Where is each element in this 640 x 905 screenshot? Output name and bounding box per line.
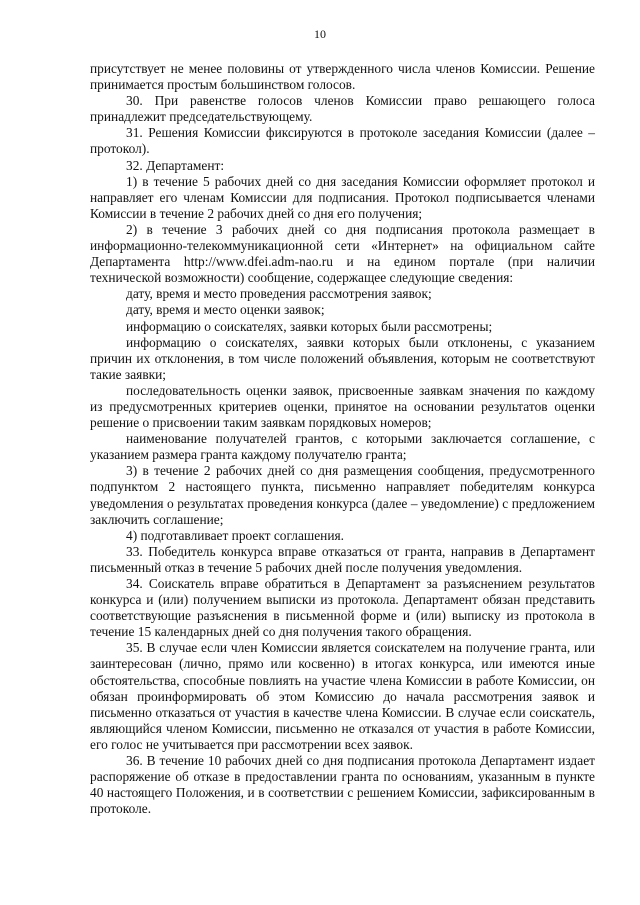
paragraph: информацию о соискателях, заявки которых были отклонены, с указанием причин их отклонения, в том числе положений объявления, которым не соответствуют такие заявки;: [90, 334, 595, 382]
paragraph: 31. Решения Комиссии фиксируются в протоколе заседания Комиссии (далее – протокол).: [90, 125, 595, 157]
page-number: 10: [314, 27, 326, 41]
paragraph: наименование получателей грантов, с которыми заключается соглашение, с указанием размера гранта каждому получателю гранта;: [90, 431, 595, 463]
paragraph: информацию о соискателях, заявки которых были рассмотрены;: [126, 318, 493, 334]
paragraph: 4) подготавливает проект соглашения.: [126, 527, 345, 543]
paragraph: 2) в течение 3 рабочих дней со дня подписания протокола размещает в информационно-телекоммуникационной сети «Интернет» на официальном сайте Департамента http://www.dfei.adm-nao.ru и на едином портале (при наличии технической возможности) сообщение, содержащее следующие сведения:: [90, 221, 595, 286]
paragraph: 34. Соискатель вправе обратиться в Департамент за разъяснением результатов конкурса и (или) получением выписки из протокола. Департамент обязан представить соответствующие разъяснения в письменной форме и (или) выписку из протокола в течение 15 календарных дней со дня получения такого обращения.: [90, 576, 595, 640]
paragraph: 30. При равенстве голосов членов Комиссии право решающего голоса принадлежит председательствующему.: [90, 93, 595, 125]
paragraph: 1) в течение 5 рабочих дней со дня заседания Комиссии оформляет протокол и направляет его членам Комиссии для подписания. Протокол подписывается членами Комиссии в течение 2 рабочих дней со дня его получения;: [90, 173, 595, 221]
paragraph: дату, время и место проведения рассмотрения заявок;: [126, 286, 432, 302]
paragraph: присутствует не менее половины от утвержденного числа членов Комиссии. Решение принимается простым большинством голосов.: [90, 61, 595, 93]
paragraph: 3) в течение 2 рабочих дней со дня размещения сообщения, предусмотренного подпунктом 2 настоящего пункта, письменно направляет победителям конкурса уведомления о результатах проведения конкурса (далее – уведомление) с предложением заключить соглашение;: [90, 463, 595, 527]
paragraph: последовательность оценки заявок, присвоенные заявкам значения по каждому из предусмотренных критериев оценки, принятое на основании результатов оценки решение о присвоении таким заявкам порядковых номеров;: [90, 382, 595, 431]
paragraph: дату, время и место оценки заявок;: [126, 302, 325, 318]
paragraph: 35. В случае если член Комиссии является соискателем на получение гранта, или заинтересован (лично, прямо или косвенно) в итогах конкурса, или имеются иные обстоятельства, способные повлиять на участие члена Комиссии в работе Комиссии, он обязан проинформировать об этом Комиссию до начала рассмотрения заявок и письменно отказаться от участия в качестве члена Комиссии. В случае если соискатель, являющийся членом Комиссии, письменно не отказался от участия в работе Комиссии, его голос не учитывается при рассмотрении всех заявок.: [90, 640, 595, 752]
document-body: [90, 61, 595, 817]
paragraph: 36. В течение 10 рабочих дней со дня подписания протокола Департамент издает распоряжение об отказе в предоставлении гранта по основаниям, указанным в пункте 40 настоящего Положения, и в соответствии с решением Комиссии, зафиксированным в протоколе.: [90, 753, 595, 817]
paragraph: 33. Победитель конкурса вправе отказаться от гранта, направив в Департамент письменный отказ в течение 5 рабочих дней после получения уведомления.: [90, 543, 595, 575]
paragraph: 32. Департамент:: [126, 157, 225, 173]
